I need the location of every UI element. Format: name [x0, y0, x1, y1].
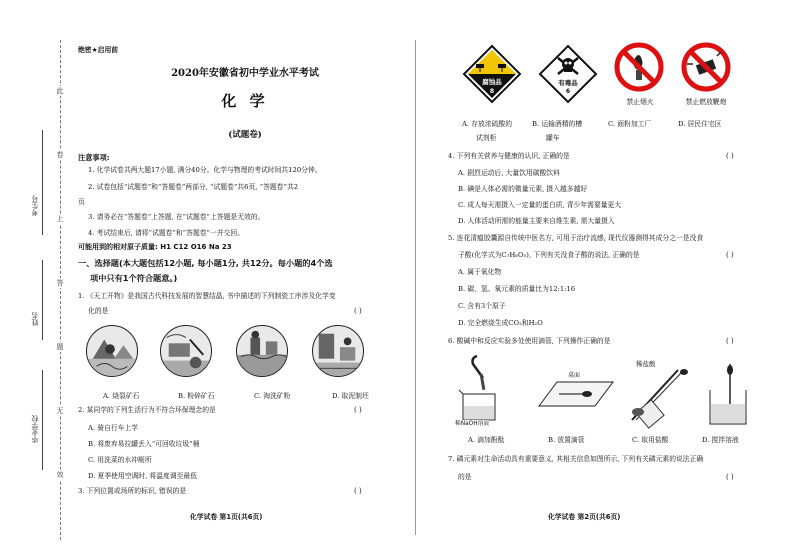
seal-char: 题	[56, 343, 64, 351]
page-footer-2: 化学试卷 第2页(共6页)	[548, 513, 621, 521]
binding-strip	[0, 0, 78, 560]
seal-char: 此	[56, 87, 64, 95]
notes-title: 注意事项:	[78, 153, 110, 162]
no-fire-sign	[614, 42, 664, 92]
note-line: 页	[78, 198, 85, 206]
seal-char: 上	[56, 215, 64, 223]
acid-label: 稀盐酸	[636, 360, 656, 368]
q1-stem: 1. 《天工开物》是我国古代科技发展的智慧结晶, 书中描述的下列制瓷工序涉及化学变	[78, 292, 336, 300]
q2-option-a[interactable]: A. 骑自行车上学	[88, 424, 139, 432]
tabletop-label: 桌面	[568, 372, 581, 379]
note-line: 4. 考试结束后, 请将“试题卷”和“答题卷”一并交回。	[88, 229, 245, 237]
q6-option-a[interactable]: A. 滴加酚酞	[468, 436, 505, 444]
q7-stem: 7. 磷元素对生命活动具有重要意义, 其相关信息如图所示, 下列有关磷元素的说法正确	[448, 455, 704, 463]
exam-no-field[interactable]	[42, 130, 43, 235]
q4-answer-paren[interactable]: ( )	[726, 152, 734, 160]
q3-answer-paren[interactable]: ( )	[354, 487, 362, 495]
subject-title: 化 学	[221, 92, 269, 110]
corrosive-sign	[462, 44, 522, 104]
q5-stem: 5. 连花清瘟胶囊源自传统中医名方, 可用于治疗流感, 现代仪器测得其成分之一是没食	[448, 234, 704, 242]
page-footer-1: 化学试卷 第1页(共6页)	[190, 513, 263, 521]
no-firecracker-sign	[681, 42, 731, 92]
q1-stem-cont: 化的是	[88, 307, 109, 315]
q3-option-b-cont: 罐车	[546, 134, 560, 142]
q2-option-b[interactable]: B. 将废弃易拉罐丢入“可回收垃圾”桶	[88, 440, 200, 448]
q5-answer-paren[interactable]: ( )	[726, 251, 734, 259]
q1-option-a[interactable]: A. 烧裂矿石	[103, 392, 140, 400]
q1-option-d[interactable]: D. 取泥制坯	[332, 392, 369, 400]
q3-option-a-cont: 试剂柜	[476, 134, 497, 142]
q1-image-b	[160, 325, 212, 377]
q6-option-d[interactable]: D. 搅拌溶液	[702, 436, 739, 444]
note-line: 2. 试卷包括“试题卷”和“答题卷”两部分, “试题卷”共6页, “答题卷”共2	[88, 183, 299, 191]
q6-option-b[interactable]: B. 放置滴管	[548, 436, 585, 444]
q4-option-b[interactable]: B. 碘是人体必需的微量元素, 摄入越多越好	[458, 185, 588, 193]
paper-type: (试题卷)	[228, 130, 262, 140]
q6-diagram-c	[628, 360, 696, 430]
toxic-sign-label: 有毒品	[558, 79, 578, 87]
q5-option-c[interactable]: C. 含有3个原子	[458, 302, 506, 310]
q5-option-b[interactable]: B. 碳、氢、氧元素的质量比为12:1:16	[458, 285, 576, 293]
toxic-sign	[538, 44, 598, 104]
q1-option-b[interactable]: B. 粉碎矿石	[178, 392, 215, 400]
q6-diagram-d	[702, 362, 752, 430]
q2-option-c[interactable]: C. 用洗菜的水冲厕所	[88, 456, 152, 464]
seal-char: 卷	[56, 151, 64, 159]
q3-option-d[interactable]: D. 居民住宅区	[678, 120, 722, 128]
naoh-label: 稀NaOH溶液	[455, 421, 490, 427]
name-field[interactable]	[42, 260, 43, 340]
note-line: 3. 请务必在“答题卷”上答题, 在“试题卷”上答题是无效的。	[88, 213, 265, 221]
q6-stem: 6. 酸碱中和反应实验多处使用滴管, 下列操作正确的是	[448, 337, 611, 345]
q7-stem-cont: 的是	[458, 473, 472, 481]
exam-no-label: 考生号	[31, 195, 39, 216]
corrosive-sign-label: 腐蚀品	[482, 78, 502, 86]
q2-stem: 2. 某同学的下列生活行为不符合环保理念的是	[78, 406, 216, 414]
q1-image-d	[312, 325, 364, 377]
section1-heading: 一、选择题(本大题包括12小题, 每小题1分, 共12分。每小题的4个选	[78, 258, 333, 268]
section1-heading-cont: 项中只有1个符合题意。)	[90, 273, 178, 283]
name-label: 姓名	[31, 312, 39, 326]
toxic-sign-number: 6	[565, 88, 571, 95]
q4-option-a[interactable]: A. 剧烈运动后, 大量饮用碳酸饮料	[458, 169, 560, 177]
q3-stem: 3. 下列位置或场所的标识, 错误的是	[78, 487, 187, 495]
q7-answer-paren[interactable]: ( )	[726, 473, 734, 481]
q6-diagram-b	[535, 360, 615, 420]
q5-stem-cont: 子酸(化学式为C₇H₆O₅), 下列有关没食子酸的说法, 正确的是	[458, 251, 640, 259]
no-fire-sign-label: 禁止烟火	[626, 98, 654, 106]
q1-image-a	[86, 325, 138, 377]
q1-option-c[interactable]: C. 淘洗矿粉	[254, 392, 291, 400]
corrosive-sign-number: 8	[489, 88, 495, 95]
exam-title: 2020年安徽省初中学业水平考试	[171, 68, 319, 79]
page-divider	[415, 40, 416, 535]
note-line: 1. 化学试卷共两大题17小题, 满分40分。化学与物理的考试时间共120分钟。	[88, 166, 322, 174]
q4-option-d[interactable]: D. 人体活动所需的能量主要来自维生素, 需大量摄入	[458, 217, 615, 225]
q6-answer-paren[interactable]: ( )	[726, 337, 734, 345]
q1-image-c	[236, 325, 288, 377]
school-label: 毕业学校	[31, 415, 39, 443]
q6-option-c[interactable]: C. 取用盐酸	[632, 436, 669, 444]
q2-answer-paren[interactable]: ( )	[354, 406, 362, 414]
seal-char: 效	[56, 471, 64, 479]
seal-char: 无	[56, 407, 64, 415]
seal-dash-line	[60, 40, 61, 540]
secret-mark: 绝密★启用前	[78, 46, 119, 54]
seal-char: 答	[56, 279, 64, 287]
q3-option-c[interactable]: C. 面粉加工厂	[608, 120, 652, 128]
q3-option-b[interactable]: B. 运输酒精的槽	[532, 120, 583, 128]
q5-option-a[interactable]: A. 属于氧化物	[458, 268, 502, 276]
q4-option-c[interactable]: C. 成人每天需摄入一定量的蛋白质, 青少年需要量更大	[458, 201, 622, 209]
atomic-mass-line: 可能用到的相对原子质量: H1 C12 O16 Na 23	[78, 243, 232, 251]
q4-stem: 4. 下列有关营养与健康的认识, 正确的是	[448, 152, 570, 160]
q2-option-d[interactable]: D. 夏季使用空调时, 将温度调至最低	[88, 472, 198, 480]
q1-answer-paren[interactable]: ( )	[354, 307, 362, 315]
school-field[interactable]	[42, 370, 43, 470]
q5-option-d[interactable]: D. 完全燃烧生成CO₂和H₂O	[458, 319, 543, 327]
q6-diagram-a	[455, 352, 520, 430]
q3-option-a[interactable]: A. 存放浓硫酸的	[462, 120, 513, 128]
no-firecracker-sign-label: 禁止燃放鞭炮	[685, 98, 727, 106]
